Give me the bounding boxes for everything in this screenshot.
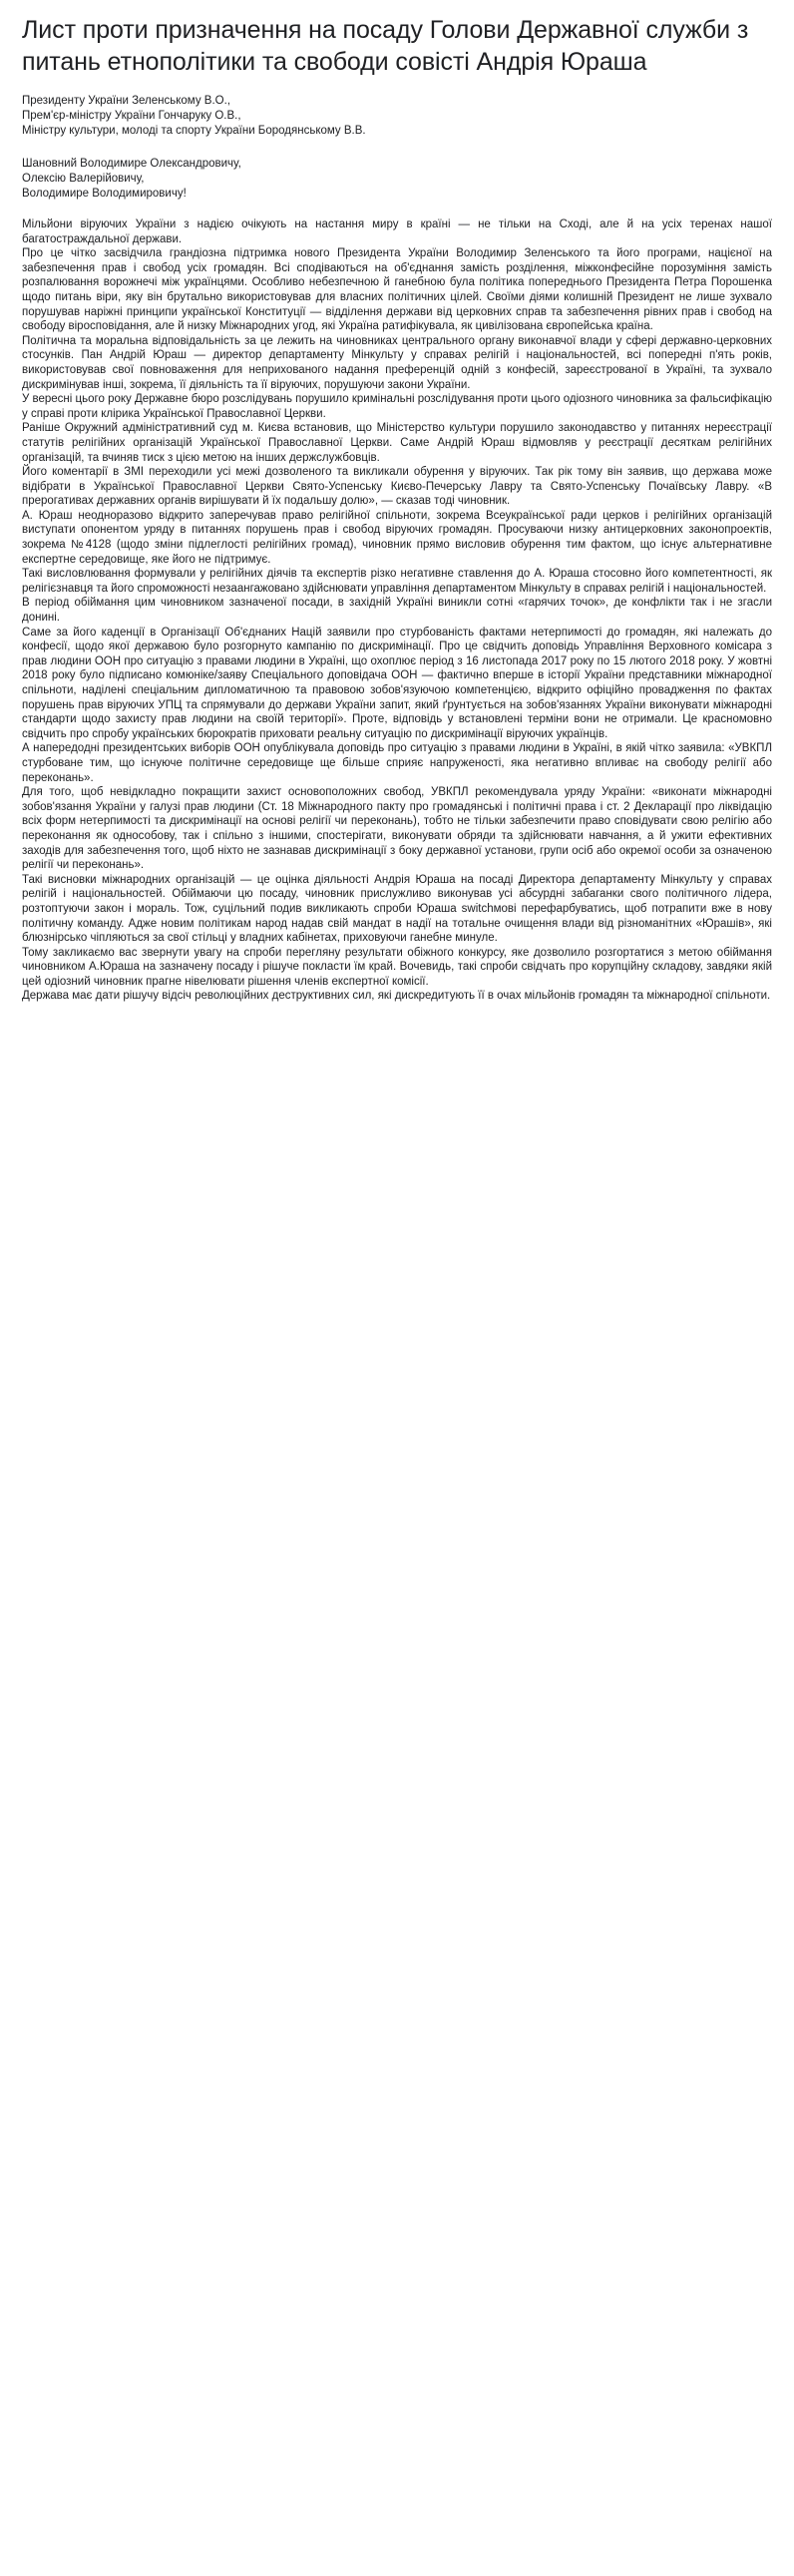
- body-paragraph: Держава має дати рішучу відсіч революційних деструктивних сил, які дискредитують її в очах мільйонів громадян та міжнародної спільноти.: [22, 990, 771, 1003]
- body-paragraph: Такі висновки міжнародних організацій — це оцінка діяльності Андрія Юраша на посаді Директора департаменту Мінкульту у справах релігій і національностей. Обіймаючи цю посаду, чиновник прислужливо виконував усі абсурдні забаганки свого політичного лідера, розтоптуючи закон і мораль. Тож, суцільний подив викликають спроби Юраша switchмові перефарбуватись, щоб потрапити вже в нову політичну команду. Адже новим політикам народ надав свій мандат в надії на тотальне очищення влади від різноманітних «Юрашів», які блюзнірсько чіпляються за свої стільці у владних кабінетах, приховуючи ганебне минуле.: [22, 873, 772, 945]
- page-title: Лист проти призначення на посаду Голови Державної служби з питань етнополітики та свободи совісті Андрія Юраша: [22, 16, 749, 76]
- body-paragraph: Тому закликаємо вас звернути увагу на спроби перегляну результати обіжного конкурсу, яке дозволило розгортатися з метою обіймання чиновником А.Юраша на зазначену посаду і рішуче покласти їм край. Вочевидь, такі спроби свідчать про корупційну складову, завдяки якій цей одіозний чиновник прагне нівелювати рішення членів експертної комісії.: [22, 946, 772, 988]
- body-paragraph: У вересні цього року Державне бюро розслідувань порушило кримінальні розслідування проти цього одіозного чиновника за фальсифікацію у справі проти клірика Української Православної Церкви.: [22, 393, 772, 420]
- body-paragraph: Мільйони віруючих України з надією очікують на настання миру в країні — не тільки на Сході, але й на усіх теренах нашої багатостраждальної держави.: [22, 218, 772, 245]
- body-paragraph: Політична та моральна відповідальність за це лежить на чиновниках центрального органу виконавчої влади у сфері державно-церковних стосунків. Пан Андрій Юраш — директор департаменту Мінкульту у справах релігій і національностей, всі попередні п'ять років, використовував свої повноваження для неприхованого надання преференцій одній з конфесій, зареєстрованої в Україні, та зухвало дискримінував інші, зокрема, її діяльність та її віруючих, порушуючи закони України.: [22, 334, 772, 391]
- salutation-block: [22, 157, 772, 202]
- body-paragraph: Раніше Окружний адміністративний суд м. Києва встановив, що Міністерство культури порушило законодавство у питаннях нереєстрації статутів релігійних організацій Української Православної Церкви. Саме Андрій Юраш відмовляв у реєстрації десяткам релігійних організацій, та вчиняв тиск з цією метою на інших держслужбовців.: [22, 422, 772, 464]
- body-paragraph: Про це чітко засвідчила грандіозна підтримка нового Президента України Володимир Зеленського та його програми, націєної на забезпечення прав і свобод усіх громадян. Всі сподіваються на об'єднання замість розділення, міжконфесійне порозуміння замість розпалювання ворожнечі між українцями. Особливо небезпечною й ганебною була політика попереднього Президента Петра Порошенка щодо питань віри, яку він брутально використовував для власних політичних цілей. Своїми діями колишній Президент не лише зухвало порушував наріжні принципи української Конституції — відділення держави від церковних справ та забезпечення рівних прав і свобод на свободу віросповідання, але й низку Міжнародних угод, які Україна ратифікувала, як цивілізована європейська країна.: [22, 247, 772, 333]
- body-paragraph: А. Юраш неодноразово відкрито заперечував право релігійної спільноти, зокрема Всеукраїнської ради церков і релігійних організацій виступати опонентом уряду в питаннях порушень прав і свобод віруючих громадян. Просуваючи низку антицерковних законопроектів, зокрема №4128 (щодо зміни підлеглості релігійних громад), чиновник прямо висловив обурення тим фактом, що існує альтернативне експертне середовище, яке його не підтримує.: [22, 509, 772, 566]
- salutation-line: Володимире Володимировичу!: [22, 188, 187, 200]
- body-paragraph: Такі висловлювання формували у релігійних діячів та експертів різко негативне ставлення до А. Юраша стосовно його компетентності, як релігієзнавця та його спроможності незаангажовано здійснювати управління департаментом Мінкульту в справах релігій і національностей.: [22, 568, 772, 595]
- addressee-line: Міністру культури, молоді та спорту України Бородянському В.В.: [22, 125, 366, 137]
- body-paragraph: Саме за його каденції в Організації Об'єднаних Націй заявили про стурбованість фактами нетерпимості до громадян, які належать до конфесії, щодо якої державою було розгорнуто кампанію по дискримінації. Про це свідчить доповідь Управління Верховного комісара з прав людини ООН про ситуацію з правами людини в Україні, що охоплює період з 16 листопада 2017 року по 15 лютого 2018 року. У жовтні 2018 року було підписано комюніке/заяву Спеціального доповідача ООН — фактично вперше в історії України представники міжнародної спільноти, наділені спеціальним дипломатичною та правовою зобов'язуючою компетенцією, відкрито офіційно провадження по фактах порушень прав віруючих УПЦ та спрямували до держави України запит, який ґрунтується на зобов'язаннях України виконувати міжнародні стандарти щодо захисту прав людини на своїй території». Проте, відповідь у встановлені терміни вони не отримали. Це красномовно свідчить про спробу українських бюрократів приховати реальну ситуацію по дискримінації віруючих українців.: [22, 626, 772, 740]
- salutation-line: Олексію Валерійовичу,: [22, 173, 145, 185]
- addressee-line: Прем'єр-міністру України Гончаруку О.В.,: [22, 110, 241, 122]
- body-paragraph: Для того, щоб невідкладно покращити захист основоположних свобод, УВКПЛ рекомендувала уряду України: «виконати міжнародні зобов'язання України у галузі прав людини (Ст. 18 Міжнародного пакту про громадянські і політичні права і ст. 2 Декларації про ліквідацію всіх форм нетерпимості та дискримінації на основі релігії чи переконань), тобто не тільки забезпечити право сповідувати свою релігію або переконання як однособову, так і спільно з іншими, спостерігати, виконувати обряди та здійснювати навчання, а й ужити ефективних заходів для забезпечення того, щоб ніхто не зазнавав дискримінації з боку державної установи, групи осіб або окремої особи за означеною релігії чи переконань».: [22, 786, 772, 872]
- addressee-line: Президенту України Зеленському В.О.,: [22, 95, 230, 107]
- body-paragraph: В період обіймання цим чиновником зазначеної посади, в західній Україні виникли сотні «гарячих точок», де конфлікти так і не згасли донині.: [22, 597, 772, 625]
- body-paragraph: Його коментарії в ЗМІ переходили усі межі дозволеного та викликали обурення у віруючих. Так рік тому він заявив, що держава може відібрати в Української Православної Церкви Свято-Успенську Києво-Печерську Лавру та Свято-Успенську Почаївську Лавру. «В прерогативах державних органів вирішувати й їх подальшу долю», — сказав тоді чиновник.: [22, 466, 772, 508]
- salutation-line: Шановний Володимире Олександровичу,: [22, 158, 241, 170]
- addressee-block: [22, 94, 772, 139]
- body-paragraph: А напередодні президентських виборів ООН опублікувала доповідь про ситуацію з правами людини в Україні, в якій чітко заявила: «УВКПЛ стурбоване тим, що існуюче політичне середовище ще більше сприяє напруженості, яка негативно впливає на свободу релігії або переконань».: [22, 742, 772, 784]
- document-body: [22, 217, 772, 1004]
